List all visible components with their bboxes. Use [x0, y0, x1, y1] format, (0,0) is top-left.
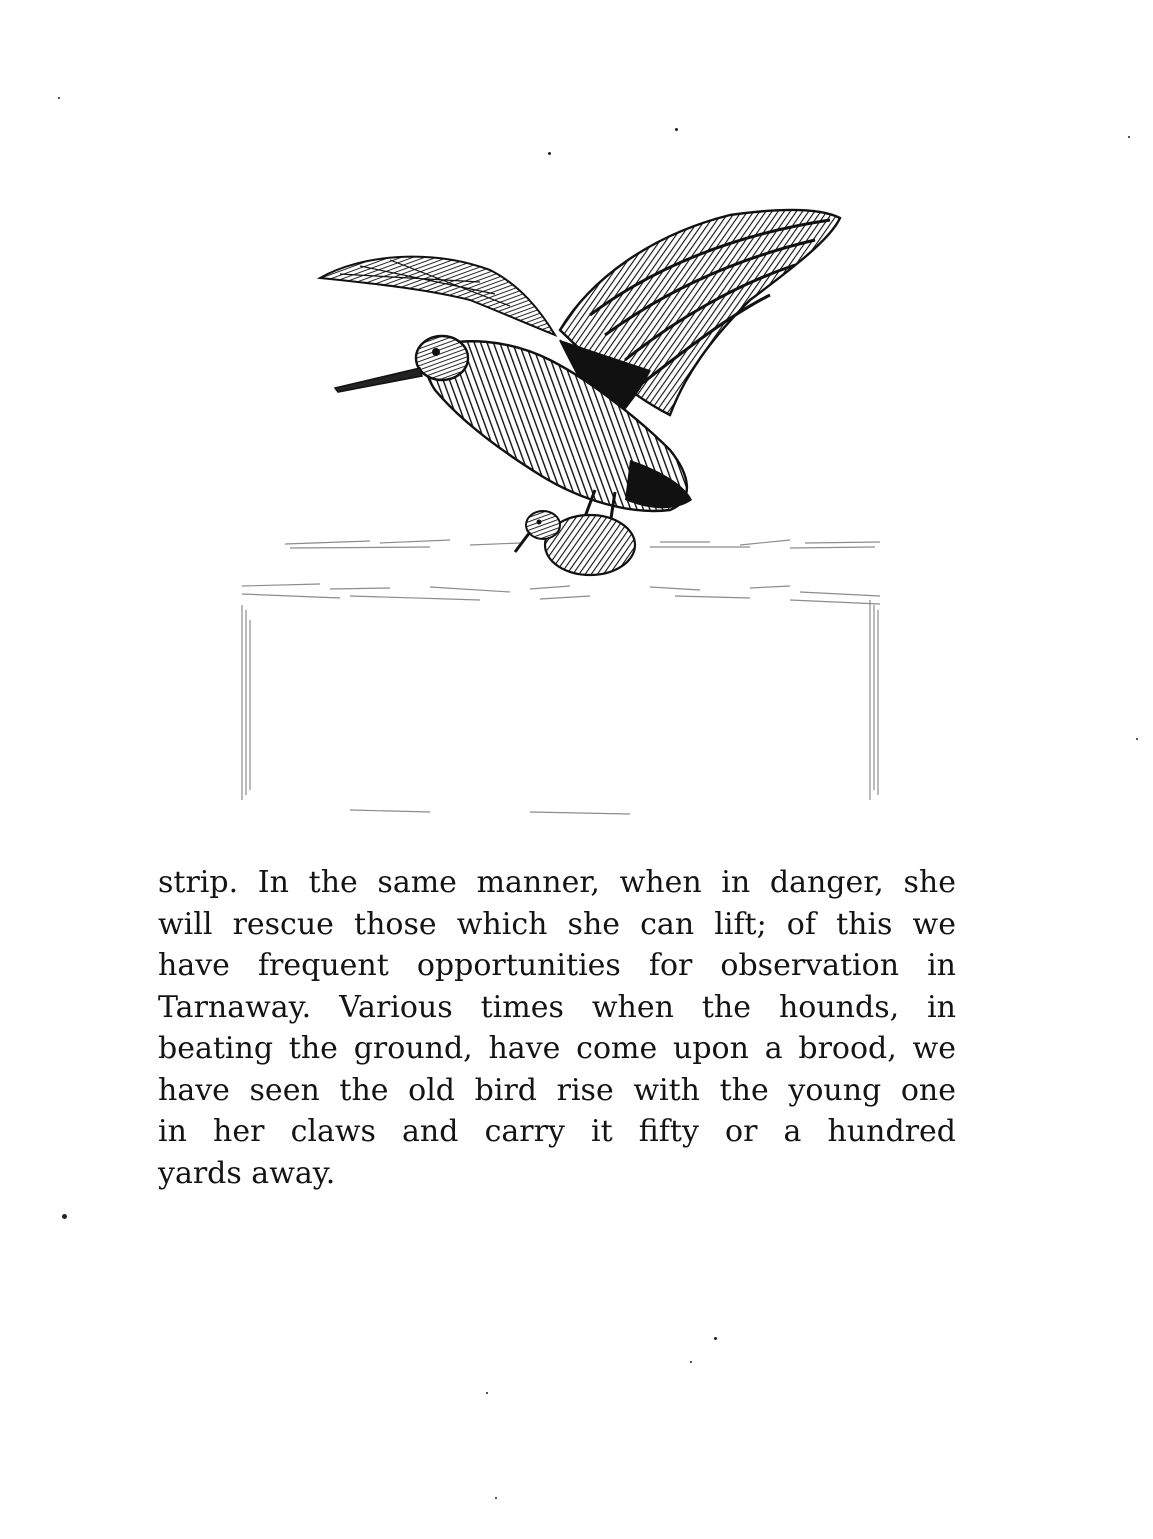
paper-speck — [486, 1392, 488, 1394]
text-line: have seen the old bird rise with the young one — [158, 1072, 956, 1108]
text-line: strip. In the same manner, when in danger, she — [158, 865, 956, 900]
text-line: will rescue those which she can lift; of this we — [158, 906, 956, 942]
woodcock-engraving — [230, 200, 890, 820]
paper-speck — [58, 97, 60, 99]
text-line: beating the ground, have come upon a brood, we — [158, 1031, 956, 1066]
text-line: have frequent opportunities for observation in — [158, 948, 956, 983]
paper-speck — [714, 1337, 717, 1340]
paper-speck — [62, 1214, 67, 1219]
left-wing — [320, 257, 555, 335]
text-line: Tarnaway. Various times when the hounds, in — [158, 989, 956, 1025]
body-paragraph — [158, 862, 956, 1194]
text-line: yards away. — [158, 1155, 336, 1191]
paper-speck — [690, 1361, 692, 1363]
paper-speck — [1136, 738, 1138, 740]
text-line: in her claws and carry it fifty or a hundred — [158, 1114, 956, 1149]
paper-speck — [1128, 136, 1130, 138]
bill — [335, 368, 422, 392]
paper-speck — [548, 152, 551, 155]
young-bird — [515, 511, 635, 575]
paper-speck — [495, 1497, 497, 1499]
paper-speck — [675, 128, 678, 131]
head — [416, 336, 468, 380]
